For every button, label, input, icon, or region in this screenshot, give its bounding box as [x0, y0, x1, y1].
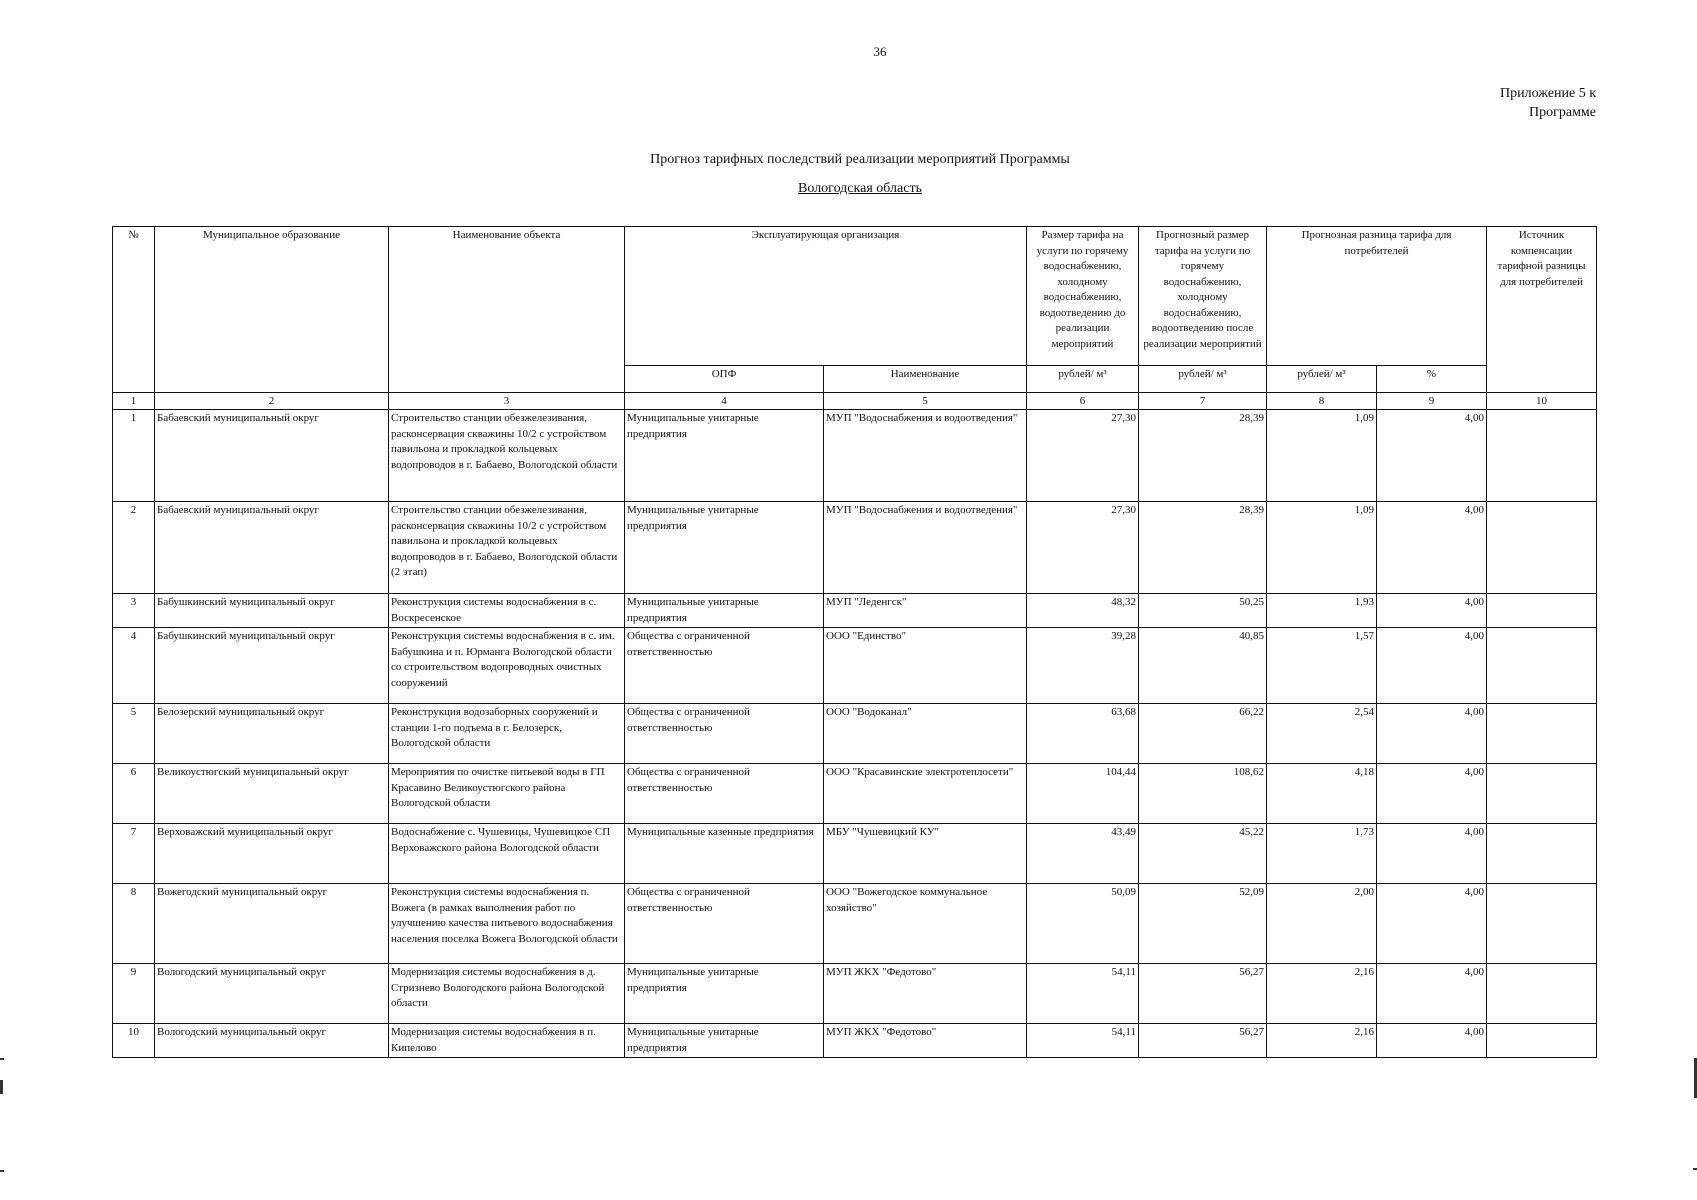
cell-percent: 4,00	[1377, 964, 1487, 1024]
page-number: 36	[873, 44, 887, 59]
column-number: 6	[1027, 393, 1139, 410]
scan-mark	[0, 1080, 3, 1094]
cell-percent: 4,00	[1377, 824, 1487, 884]
cell-tariff-after: 50,25	[1139, 594, 1267, 628]
cell-object: Модернизация системы водоснабжения в д. Стризнево Вологодского района Вологодской области	[389, 964, 625, 1024]
cell-object: Реконструкция системы водоснабжения п. Вожега (в рамках выполнения работ по улучшению качества питьевого водоснабжения населения поселка Вожега Вологодской области	[389, 884, 625, 964]
cell-no: 8	[113, 884, 155, 964]
cell-object: Строительство станции обезжелезивания, расконсервация скважины 10/2 с устройством павильона и прокладкой кольцевых водопроводов в г. Бабаево, Вологодской области (2 этап)	[389, 502, 625, 594]
column-number: 5	[824, 393, 1027, 410]
column-number-row	[113, 393, 1597, 410]
cell-opf: Муниципальные унитарные предприятия	[625, 1024, 824, 1058]
column-number: 2	[155, 393, 389, 410]
cell-org: ООО "Красавинские электротеплосети"	[824, 764, 1027, 824]
table-row	[113, 964, 1597, 1024]
cell-org: МУП ЖКХ "Федотово"	[824, 1024, 1027, 1058]
cell-tariff-before: 39,28	[1027, 628, 1139, 704]
cell-diff: 2,16	[1267, 1024, 1377, 1058]
cell-org: МУП "Леденгск"	[824, 594, 1027, 628]
table-row	[113, 628, 1597, 704]
header-no: №	[113, 227, 155, 393]
cell-tariff-after: 28,39	[1139, 502, 1267, 594]
column-number: 3	[389, 393, 625, 410]
column-number: 10	[1487, 393, 1597, 410]
column-number: 4	[625, 393, 824, 410]
header-operator: Эксплуатирующая организация	[625, 227, 1027, 366]
cell-object: Реконструкция системы водоснабжения в с. Воскресенское	[389, 594, 625, 628]
cell-opf: Муниципальные унитарные предприятия	[625, 502, 824, 594]
column-number: 8	[1267, 393, 1377, 410]
cell-no: 3	[113, 594, 155, 628]
cell-tariff-after: 40,85	[1139, 628, 1267, 704]
cell-org: МУП "Водоснабжения и водоотведения"	[824, 502, 1027, 594]
cell-tariff-before: 48,32	[1027, 594, 1139, 628]
cell-source	[1487, 704, 1597, 764]
cell-percent: 4,00	[1377, 884, 1487, 964]
table-row	[113, 764, 1597, 824]
cell-tariff-after: 56,27	[1139, 964, 1267, 1024]
cell-diff: 1,93	[1267, 594, 1377, 628]
cell-source	[1487, 884, 1597, 964]
cell-no: 2	[113, 502, 155, 594]
column-number: 9	[1377, 393, 1487, 410]
header-org-name: Наименование	[824, 366, 1027, 393]
table-row	[113, 594, 1597, 628]
cell-object: Модернизация системы водоснабжения в п. Кипелово	[389, 1024, 625, 1058]
region-title: Вологодская область	[798, 181, 922, 196]
cell-org: МБУ "Чушевицкий КУ"	[824, 824, 1027, 884]
tariff-table	[112, 226, 1597, 1058]
cell-municipality: Бабаевский муниципальный округ	[155, 502, 389, 594]
scan-mark	[0, 1170, 4, 1172]
cell-tariff-after: 28,39	[1139, 410, 1267, 502]
table-row	[113, 1024, 1597, 1058]
cell-tariff-before: 43,49	[1027, 824, 1139, 884]
cell-source	[1487, 824, 1597, 884]
cell-tariff-before: 54,11	[1027, 1024, 1139, 1058]
cell-opf: Муниципальные казенные предприятия	[625, 824, 824, 884]
header-source: Источник компенсации тарифной разницы для потребителей	[1487, 227, 1597, 393]
cell-object: Строительство станции обезжелезивания, расконсервация скважины 10/2 с устройством павильона и прокладкой кольцевых водопроводов в г. Бабаево, Вологодской области	[389, 410, 625, 502]
appendix-note	[1500, 84, 1596, 122]
cell-diff: 2,54	[1267, 704, 1377, 764]
cell-percent: 4,00	[1377, 764, 1487, 824]
table-row	[113, 824, 1597, 884]
cell-opf: Общества с ограниченной ответственностью	[625, 628, 824, 704]
cell-municipality: Вожегодский муниципальный округ	[155, 884, 389, 964]
cell-municipality: Вологодский муниципальный округ	[155, 1024, 389, 1058]
cell-diff: 1,09	[1267, 502, 1377, 594]
table-row	[113, 704, 1597, 764]
cell-opf: Муниципальные унитарные предприятия	[625, 410, 824, 502]
header-percent: %	[1377, 366, 1487, 393]
appendix-line-2: Программе	[1529, 105, 1596, 120]
header-difference: Прогнозная разница тарифа для потребителей	[1267, 227, 1487, 366]
column-number: 1	[113, 393, 155, 410]
cell-tariff-before: 27,30	[1027, 410, 1139, 502]
cell-diff: 1,09	[1267, 410, 1377, 502]
cell-org: ООО "Водоканал"	[824, 704, 1027, 764]
cell-diff: 2,16	[1267, 964, 1377, 1024]
cell-object: Реконструкция водозаборных сооружений и станции 1-го подъема в г. Белозерск, Вологодской области	[389, 704, 625, 764]
table-row	[113, 884, 1597, 964]
cell-tariff-after: 56,27	[1139, 1024, 1267, 1058]
cell-municipality: Вологодский муниципальный округ	[155, 964, 389, 1024]
cell-no: 9	[113, 964, 155, 1024]
cell-percent: 4,00	[1377, 628, 1487, 704]
cell-org: МУП "Водоснабжения и водоотведения"	[824, 410, 1027, 502]
cell-municipality: Бабушкинский муниципальный округ	[155, 594, 389, 628]
table-row	[113, 410, 1597, 502]
cell-municipality: Бабушкинский муниципальный округ	[155, 628, 389, 704]
cell-tariff-before: 104,44	[1027, 764, 1139, 824]
cell-source	[1487, 410, 1597, 502]
cell-source	[1487, 764, 1597, 824]
cell-percent: 4,00	[1377, 502, 1487, 594]
header-unit-diff: рублей/ м³	[1267, 366, 1377, 393]
cell-municipality: Великоустюгский муниципальный округ	[155, 764, 389, 824]
cell-no: 5	[113, 704, 155, 764]
cell-source	[1487, 1024, 1597, 1058]
cell-object: Водоснабжение с. Чушевицы, Чушевицкое СП Верховажского района Вологодской области	[389, 824, 625, 884]
cell-source	[1487, 502, 1597, 594]
header-municipality: Муниципальное образование	[155, 227, 389, 393]
cell-no: 6	[113, 764, 155, 824]
cell-tariff-after: 52,09	[1139, 884, 1267, 964]
header-unit-before: рублей/ м³	[1027, 366, 1139, 393]
cell-no: 10	[113, 1024, 155, 1058]
cell-source	[1487, 964, 1597, 1024]
cell-percent: 4,00	[1377, 1024, 1487, 1058]
cell-no: 1	[113, 410, 155, 502]
header-object: Наименование объекта	[389, 227, 625, 393]
scan-mark	[1693, 1168, 1697, 1170]
cell-source	[1487, 628, 1597, 704]
cell-tariff-after: 45,22	[1139, 824, 1267, 884]
cell-tariff-before: 27,30	[1027, 502, 1139, 594]
document-title: Прогноз тарифных последствий реализации мероприятий Программы	[650, 152, 1070, 167]
cell-org: МУП ЖКХ "Федотово"	[824, 964, 1027, 1024]
cell-percent: 4,00	[1377, 410, 1487, 502]
cell-percent: 4,00	[1377, 594, 1487, 628]
cell-opf: Общества с ограниченной ответственностью	[625, 884, 824, 964]
cell-municipality: Бабаевский муниципальный округ	[155, 410, 389, 502]
header-tariff-after: Прогнозный размер тарифа на услуги по горячему водоснабжению, холодному водоснабжению, водоотведению после реализации мероприятий	[1139, 227, 1267, 366]
cell-no: 7	[113, 824, 155, 884]
cell-tariff-before: 54,11	[1027, 964, 1139, 1024]
cell-source	[1487, 594, 1597, 628]
cell-object: Мероприятия по очистке питьевой воды в ГП Красавино Великоустюгского района Вологодской области	[389, 764, 625, 824]
cell-opf: Общества с ограниченной ответственностью	[625, 704, 824, 764]
cell-diff: 1,73	[1267, 824, 1377, 884]
cell-tariff-before: 50,09	[1027, 884, 1139, 964]
appendix-line-1: Приложение 5 к	[1500, 86, 1596, 101]
column-number: 7	[1139, 393, 1267, 410]
cell-diff: 2,00	[1267, 884, 1377, 964]
cell-tariff-before: 63,68	[1027, 704, 1139, 764]
header-unit-after: рублей/ м³	[1139, 366, 1267, 393]
header-opf: ОПФ	[625, 366, 824, 393]
scan-mark	[0, 1058, 4, 1060]
cell-diff: 1,57	[1267, 628, 1377, 704]
cell-municipality: Верховажский муниципальный округ	[155, 824, 389, 884]
cell-opf: Муниципальные унитарные предприятия	[625, 964, 824, 1024]
cell-opf: Общества с ограниченной ответственностью	[625, 764, 824, 824]
cell-org: ООО "Единство"	[824, 628, 1027, 704]
header-tariff-before: Размер тарифа на услуги по горячему водоснабжению, холодному водоснабжению, водоотведению до реализации мероприятий	[1027, 227, 1139, 366]
cell-diff: 4,18	[1267, 764, 1377, 824]
cell-tariff-after: 108,62	[1139, 764, 1267, 824]
cell-tariff-after: 66,22	[1139, 704, 1267, 764]
cell-opf: Муниципальные унитарные предприятия	[625, 594, 824, 628]
cell-no: 4	[113, 628, 155, 704]
cell-org: ООО "Вожегодское коммунальное хозяйство"	[824, 884, 1027, 964]
table-row	[113, 502, 1597, 594]
cell-object: Реконструкция системы водоснабжения в с. им. Бабушкина и п. Юрманга Вологодской области со строительством водопроводных очистных сооружений	[389, 628, 625, 704]
cell-municipality: Белозерский муниципальный округ	[155, 704, 389, 764]
cell-percent: 4,00	[1377, 704, 1487, 764]
